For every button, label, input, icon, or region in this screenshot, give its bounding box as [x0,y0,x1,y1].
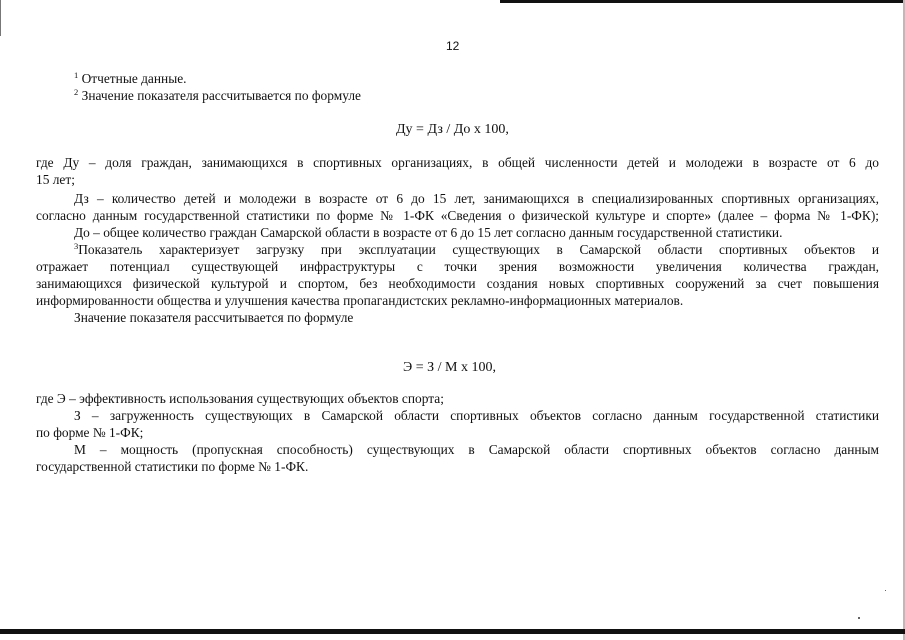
footnote-3-line4: информированности общества и улучшения качества пропагандистских рекламно-информационных материалов. [36,293,684,308]
calculation-note: Значение показателя рассчитывается по формуле [74,310,354,325]
definition-m-line1: М – мощность (пропускная способность) существующих в Самарской области спортивных объектов согласно данным [74,442,879,457]
footnote-1-text: Отчетные данные. [81,71,187,86]
footnote-3-line3: занимающихся физической культурой и спортом, без необходимости создания новых спортивных сооружений за счет повышения [36,276,879,291]
footnote-1 [74,70,187,87]
footnote-3-line2: отражает потенциал существующей инфраструктуры с точки зрения возможности увеличения количества граждан, [36,259,879,274]
footnote-2 [74,87,361,104]
definition-dz-line2: согласно данным государственной статистики по форме № 1-ФК «Сведения о физической культуре и спорте» (далее – форма № 1-ФК); [36,208,879,223]
footnote-2-text: Значение показателя рассчитывается по формуле [81,88,361,103]
formula-du: Ду = Дз / До х 100, [396,122,509,137]
top-rule [500,0,905,3]
bottom-rule [0,629,905,634]
footnote-3-mark: 3 [74,241,79,251]
left-margin-mark [0,0,1,36]
footnote-3-line1-text: Показатель характеризует загрузку при эксплуатации существующих в Самарской области спортивных объектов и [78,242,879,257]
scan-speck [858,617,860,619]
definition-z-line1: З – загруженность существующих в Самарской области спортивных объектов согласно данным государственной статистики [74,408,879,423]
formula-e: Э = З / М х 100, [403,360,496,375]
definition-m-line2: государственной статистики по форме № 1-ФК. [36,459,309,474]
definition-z-line2: по форме № 1-ФК; [36,425,144,440]
footnote-1-mark: 1 [74,70,79,80]
definition-du-line2: 15 лет; [36,172,75,187]
definition-du-line1: где Ду – доля граждан, занимающихся в спортивных организациях, в общей численности детей и молодежи в возрасте от 6 до [36,155,879,170]
definition-dz-line1: Дз – количество детей и молодежи в возрасте от 6 до 15 лет, занимающихся в специализированных спортивных организациях, [74,191,879,206]
definition-e: где Э – эффективность использования существующих объектов спорта; [36,391,444,406]
scan-speck [885,590,886,591]
footnote-2-mark: 2 [74,87,79,97]
footnote-3-line1 [74,241,879,258]
definition-do: До – общее количество граждан Самарской области в возрасте от 6 до 15 лет согласно данным государственной статистики. [74,225,783,240]
page-number: 12 [446,39,460,53]
